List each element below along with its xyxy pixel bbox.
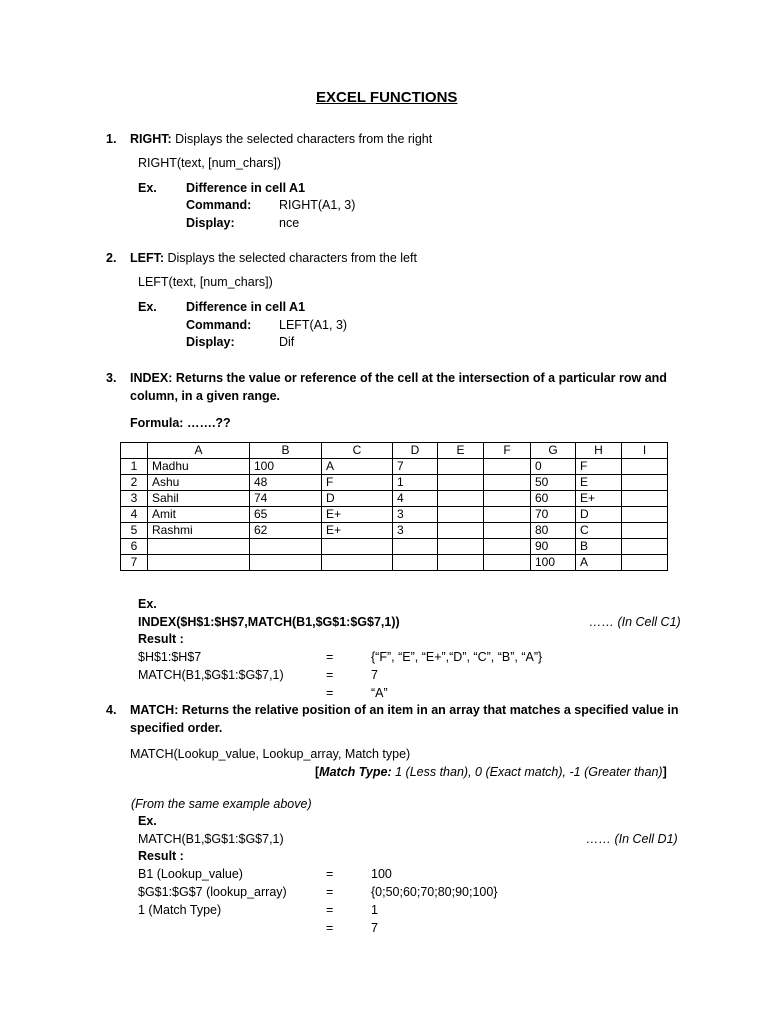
table-cell: 3: [393, 507, 438, 523]
table-row: [121, 475, 668, 491]
table-cell: D: [576, 507, 622, 523]
table-cell: [622, 555, 668, 571]
table-cell: [322, 539, 393, 555]
section-number: 2.: [106, 251, 117, 265]
table-cell: [484, 523, 531, 539]
command-label: Command:: [186, 318, 252, 332]
section-number: 3.: [106, 371, 117, 385]
table-cell: E+: [322, 523, 393, 539]
function-description-cont: specified order.: [130, 721, 223, 735]
example-cell-note: …… (In Cell C1): [589, 615, 681, 629]
table-cell: 65: [250, 507, 322, 523]
table-cell: 48: [250, 475, 322, 491]
result-row-right: 7: [371, 921, 378, 935]
row-number: 1: [121, 459, 148, 475]
table-cell: [484, 555, 531, 571]
display-label: Display:: [186, 216, 235, 230]
example-context-note: (From the same example above): [131, 797, 312, 811]
function-description-cont: column, in a given range.: [130, 389, 281, 403]
table-cell: E+: [576, 491, 622, 507]
table-cell: [438, 459, 484, 475]
example-label: Ex.: [138, 597, 157, 611]
table-cell: [393, 539, 438, 555]
function-description: Returns the value or reference of the cell at the intersection of a particular row and: [172, 371, 667, 385]
table-cell: [484, 507, 531, 523]
function-syntax: LEFT(text, [num_chars]): [138, 275, 273, 289]
table-cell: B: [576, 539, 622, 555]
corner-cell: [121, 443, 148, 459]
table-cell: [622, 507, 668, 523]
result-row-right: 7: [371, 668, 378, 682]
table-header-row: [121, 443, 668, 459]
row-number: 3: [121, 491, 148, 507]
result-row-left: B1 (Lookup_value): [138, 867, 243, 881]
table-cell: [322, 555, 393, 571]
table-cell: [438, 539, 484, 555]
column-header: A: [148, 443, 250, 459]
command-value: LEFT(A1, 3): [279, 318, 348, 332]
column-header: G: [531, 443, 576, 459]
table-row: [121, 555, 668, 571]
table-body: [121, 443, 668, 571]
table-cell: 3: [393, 523, 438, 539]
table-row: [121, 507, 668, 523]
example-label: Ex.: [138, 814, 157, 828]
table-cell: Madhu: [148, 459, 250, 475]
result-row-right: {“F”, “E”, “E+”,“D”, “C”, “B”, “A”}: [371, 650, 543, 664]
table-cell: [622, 523, 668, 539]
result-row-right: 1: [371, 903, 378, 917]
table-cell: 100: [531, 555, 576, 571]
result-row-equals: =: [326, 650, 334, 664]
section-number: 4.: [106, 703, 117, 717]
section-heading-right: [130, 131, 432, 147]
table-cell: [484, 539, 531, 555]
function-syntax: RIGHT(text, [num_chars]): [138, 156, 282, 170]
row-number: 6: [121, 539, 148, 555]
display-label: Display:: [186, 335, 235, 349]
function-name: LEFT:: [130, 251, 165, 265]
table-cell: 100: [250, 459, 322, 475]
result-row-left: $H$1:$H$7: [138, 650, 202, 664]
table-cell: [148, 555, 250, 571]
result-row-equals: =: [326, 668, 334, 682]
table-cell: 60: [531, 491, 576, 507]
example-label: Ex.: [138, 300, 157, 314]
display-value: Dif: [279, 335, 295, 349]
result-row-equals: =: [326, 885, 334, 899]
section-heading-match: [130, 702, 679, 718]
row-number: 4: [121, 507, 148, 523]
table-cell: [484, 491, 531, 507]
table-cell: [393, 555, 438, 571]
table-cell: 74: [250, 491, 322, 507]
table-cell: A: [576, 555, 622, 571]
match-type-label: Match Type:: [319, 765, 392, 779]
section-number: 1.: [106, 132, 117, 146]
function-syntax: MATCH(Lookup_value, Lookup_array, Match type): [130, 747, 411, 761]
example-cell-note: …… (In Cell D1): [586, 832, 678, 846]
table-cell: 62: [250, 523, 322, 539]
example-description: Difference in cell A1: [186, 300, 306, 314]
example-label: Ex.: [138, 181, 157, 195]
function-description: Displays the selected characters from the left: [164, 251, 417, 265]
table-cell: 70: [531, 507, 576, 523]
function-description: Returns the relative position of an item in an array that matches a specified value in: [178, 703, 679, 717]
table-cell: 90: [531, 539, 576, 555]
function-description: Displays the selected characters from the right: [171, 132, 433, 146]
section-heading-index: [130, 370, 667, 386]
column-header: F: [484, 443, 531, 459]
table-cell: [250, 539, 322, 555]
column-header: C: [322, 443, 393, 459]
function-name: INDEX:: [130, 371, 173, 385]
display-value: nce: [279, 216, 300, 230]
table-row: [121, 459, 668, 475]
table-cell: [484, 475, 531, 491]
section-heading-left: [130, 250, 417, 266]
result-row-right: 100: [371, 867, 392, 881]
row-number: 7: [121, 555, 148, 571]
table-cell: E+: [322, 507, 393, 523]
table-cell: 0: [531, 459, 576, 475]
column-header: H: [576, 443, 622, 459]
table-cell: 4: [393, 491, 438, 507]
table-cell: F: [576, 459, 622, 475]
row-number: 2: [121, 475, 148, 491]
formula-line: Formula: …….??: [130, 416, 231, 430]
table-cell: D: [322, 491, 393, 507]
table-cell: [438, 491, 484, 507]
result-label: Result :: [138, 849, 184, 863]
result-row-left: $G$1:$G$7 (lookup_array): [138, 885, 287, 899]
table-cell: [622, 459, 668, 475]
table-cell: [484, 459, 531, 475]
result-row-right: “A”: [371, 686, 388, 700]
table-row: [121, 523, 668, 539]
table-cell: [438, 555, 484, 571]
table-cell: E: [576, 475, 622, 491]
table-cell: [622, 475, 668, 491]
result-row-equals: =: [326, 921, 334, 935]
table-cell: Amit: [148, 507, 250, 523]
function-name: MATCH:: [130, 703, 179, 717]
match-type-note: [315, 764, 667, 780]
table-row: [121, 539, 668, 555]
table-cell: 50: [531, 475, 576, 491]
table-cell: [250, 555, 322, 571]
spreadsheet-table: [120, 442, 668, 571]
table-cell: [622, 491, 668, 507]
table-cell: [148, 539, 250, 555]
command-value: RIGHT(A1, 3): [279, 198, 356, 212]
table-cell: 7: [393, 459, 438, 475]
bracket-open: [: [315, 765, 320, 779]
result-row-equals: =: [326, 903, 334, 917]
example-description: Difference in cell A1: [186, 181, 306, 195]
table-cell: [438, 507, 484, 523]
table-cell: C: [576, 523, 622, 539]
column-header: I: [622, 443, 668, 459]
table-cell: 1: [393, 475, 438, 491]
table-cell: Sahil: [148, 491, 250, 507]
table-cell: Rashmi: [148, 523, 250, 539]
result-label: Result :: [138, 632, 184, 646]
result-row-left: 1 (Match Type): [138, 903, 222, 917]
match-type-values: 1 (Less than), 0 (Exact match), -1 (Greater than): [391, 765, 663, 779]
table-cell: [438, 475, 484, 491]
example-formula: INDEX($H$1:$H$7,MATCH(B1,$G$1:$G$7,1)): [138, 615, 400, 629]
result-row-right: {0;50;60;70;80;90;100}: [371, 885, 498, 899]
table-cell: A: [322, 459, 393, 475]
result-row-equals: =: [326, 686, 334, 700]
command-label: Command:: [186, 198, 252, 212]
page-title: EXCEL FUNCTIONS: [316, 89, 458, 106]
result-row-left: MATCH(B1,$G$1:$G$7,1): [138, 668, 284, 682]
table-cell: [622, 539, 668, 555]
result-row-equals: =: [326, 867, 334, 881]
table-cell: 80: [531, 523, 576, 539]
function-name: RIGHT:: [130, 132, 172, 146]
bracket-close: ]: [662, 765, 667, 779]
column-header: B: [250, 443, 322, 459]
example-formula: MATCH(B1,$G$1:$G$7,1): [138, 832, 284, 846]
table-cell: Ashu: [148, 475, 250, 491]
column-header: E: [438, 443, 484, 459]
table-cell: F: [322, 475, 393, 491]
table-row: [121, 491, 668, 507]
column-header: D: [393, 443, 438, 459]
row-number: 5: [121, 523, 148, 539]
table-cell: [438, 523, 484, 539]
